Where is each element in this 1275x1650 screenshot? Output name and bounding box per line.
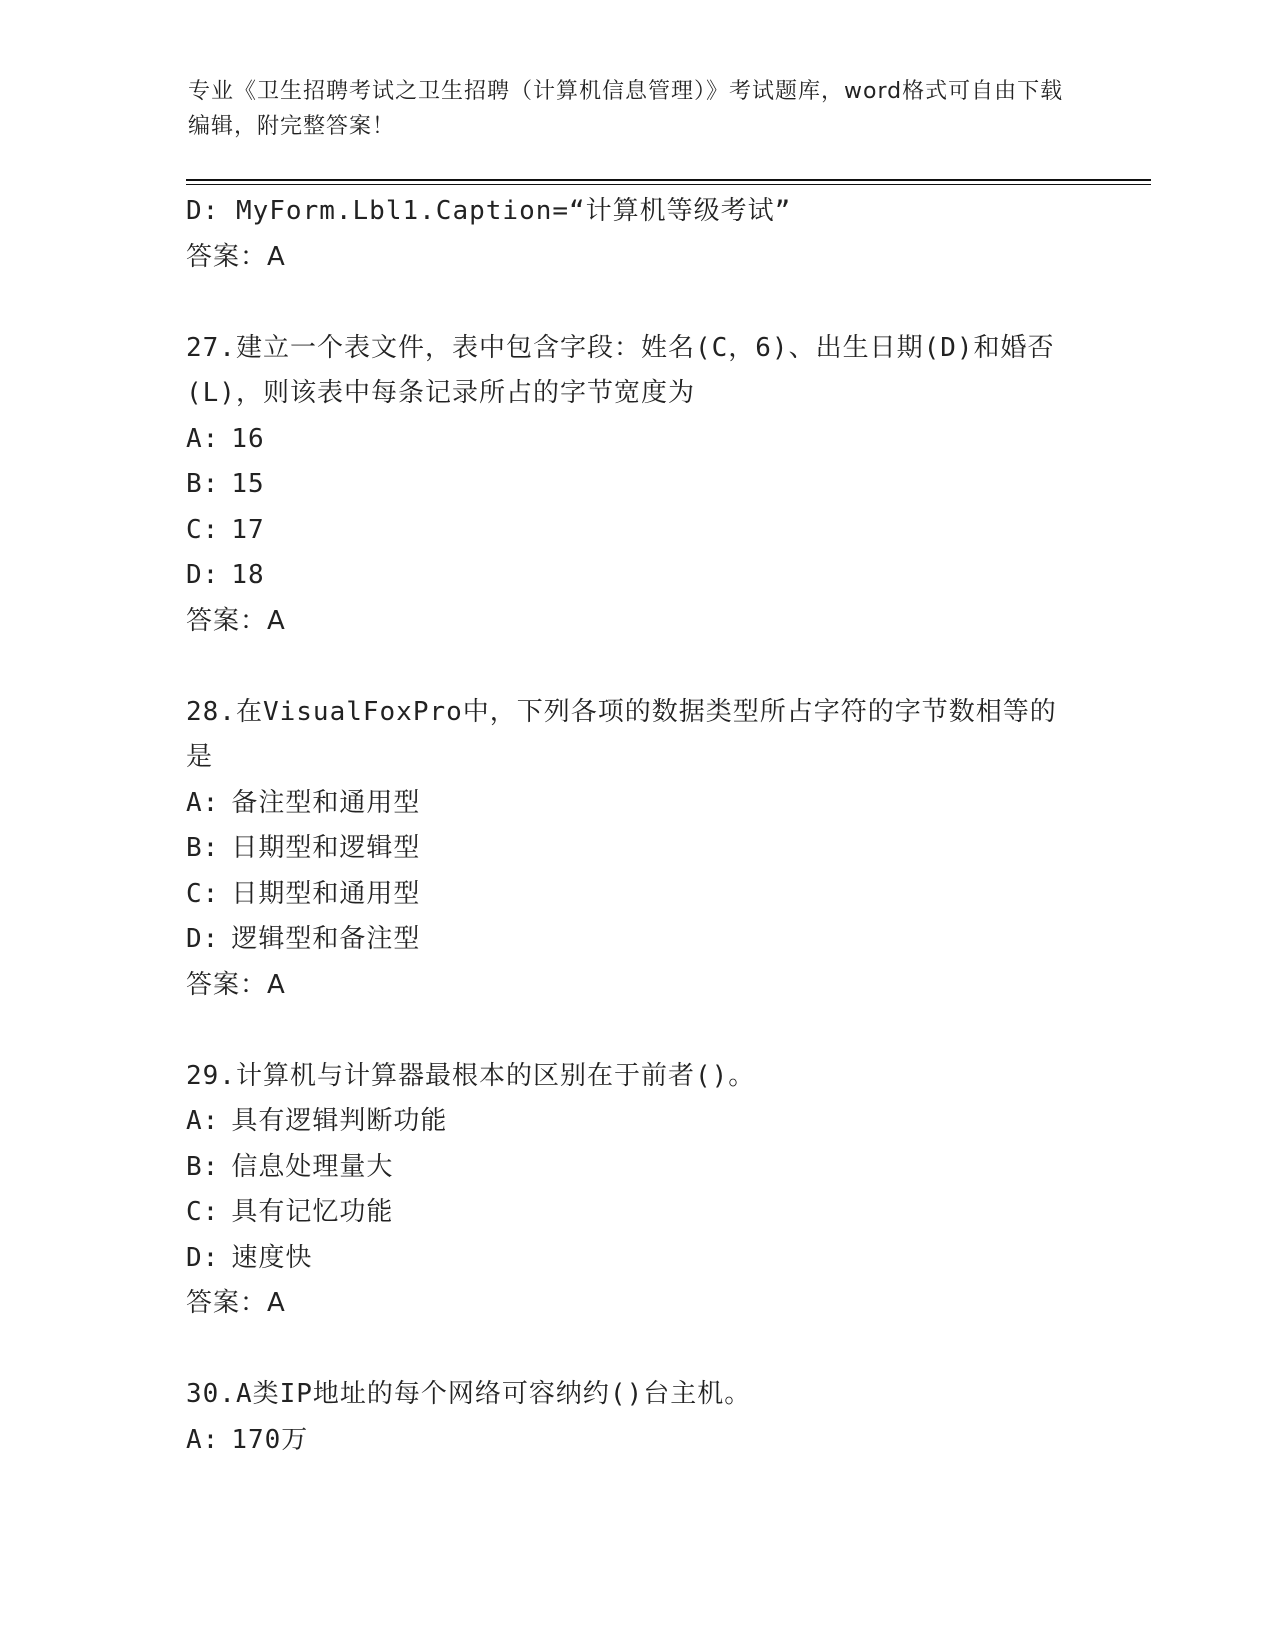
header-rule-thick — [186, 179, 1151, 181]
option-a — [186, 781, 1076, 827]
option-c — [186, 872, 1076, 918]
option-key: A: — [186, 787, 220, 818]
option-b — [186, 1145, 1076, 1191]
option-value: 速度快 — [231, 1242, 313, 1273]
option-a — [186, 417, 1076, 463]
question-text: 29.计算机与计算器最根本的区别在于前者()。 — [186, 1060, 756, 1091]
question-text: 27.建立一个表文件，表中包含字段：姓名(C，6)、出生日期(D)和婚否(L)，则该表中每条记录所占的字节宽度为 — [186, 332, 1055, 408]
answer-line: 答案：A — [186, 1288, 286, 1318]
option-b — [186, 826, 1076, 872]
option-value: 日期型和通用型 — [231, 878, 421, 909]
question-block — [186, 1054, 1076, 1327]
option-value: 具有记忆功能 — [231, 1197, 394, 1227]
question-block — [186, 1372, 1076, 1463]
spacer — [186, 1327, 1076, 1373]
spacer — [186, 280, 1076, 326]
document-header: 专业《卫生招聘考试之卫生招聘（计算机信息管理）》考试题库，word格式可自由下载编辑，附完整答案！ — [188, 79, 1064, 139]
option-key: C: — [186, 878, 220, 909]
option-key: A: — [186, 1424, 220, 1455]
option-value: 信息处理量大 — [231, 1151, 394, 1182]
spacer — [186, 644, 1076, 690]
option-value: 16 — [231, 423, 265, 454]
option-value: 17 — [231, 514, 265, 545]
option-key: C: — [186, 1197, 220, 1227]
option-key: A: — [186, 1106, 220, 1136]
answer-line: 答案：A — [186, 605, 286, 636]
option-value: 18 — [231, 560, 265, 590]
option-value: 具有逻辑判断功能 — [231, 1106, 448, 1136]
option-a — [186, 1099, 1076, 1145]
answer-line: 答案：A — [186, 969, 286, 1000]
option-key: C: — [186, 514, 220, 545]
option-value: 备注型和通用型 — [231, 787, 421, 818]
option-value: 日期型和逻辑型 — [231, 833, 421, 863]
option-d — [186, 553, 1076, 599]
question-text: 30.A类IP地址的每个网络可容纳约()台主机。 — [186, 1379, 752, 1409]
header-rule-thin — [186, 184, 1151, 185]
option-d — [186, 917, 1076, 963]
question-block — [186, 326, 1076, 645]
option-b — [186, 462, 1076, 508]
option-key: B: — [186, 833, 220, 863]
prev-question-option-d: D: MyForm.Lbl1.Caption=“计算机等级考试” — [186, 196, 792, 226]
option-key: B: — [186, 469, 220, 499]
question-block — [186, 690, 1076, 1009]
option-d — [186, 1236, 1076, 1282]
option-value: 逻辑型和备注型 — [231, 924, 421, 954]
option-a — [186, 1418, 1076, 1464]
option-value: 170万 — [231, 1424, 309, 1455]
option-key: D: — [186, 560, 220, 590]
option-c — [186, 508, 1076, 554]
question-list — [186, 189, 1076, 1463]
option-value: 15 — [231, 469, 265, 499]
option-key: B: — [186, 1151, 220, 1182]
option-key: D: — [186, 1242, 220, 1273]
option-key: D: — [186, 924, 220, 954]
prev-question-answer: 答案：A — [186, 241, 286, 272]
question-text: 28.在VisualFoxPro中，下列各项的数据类型所占字符的字节数相等的是 — [186, 696, 1057, 772]
option-c — [186, 1190, 1076, 1236]
spacer — [186, 1008, 1076, 1054]
option-key: A: — [186, 423, 220, 454]
